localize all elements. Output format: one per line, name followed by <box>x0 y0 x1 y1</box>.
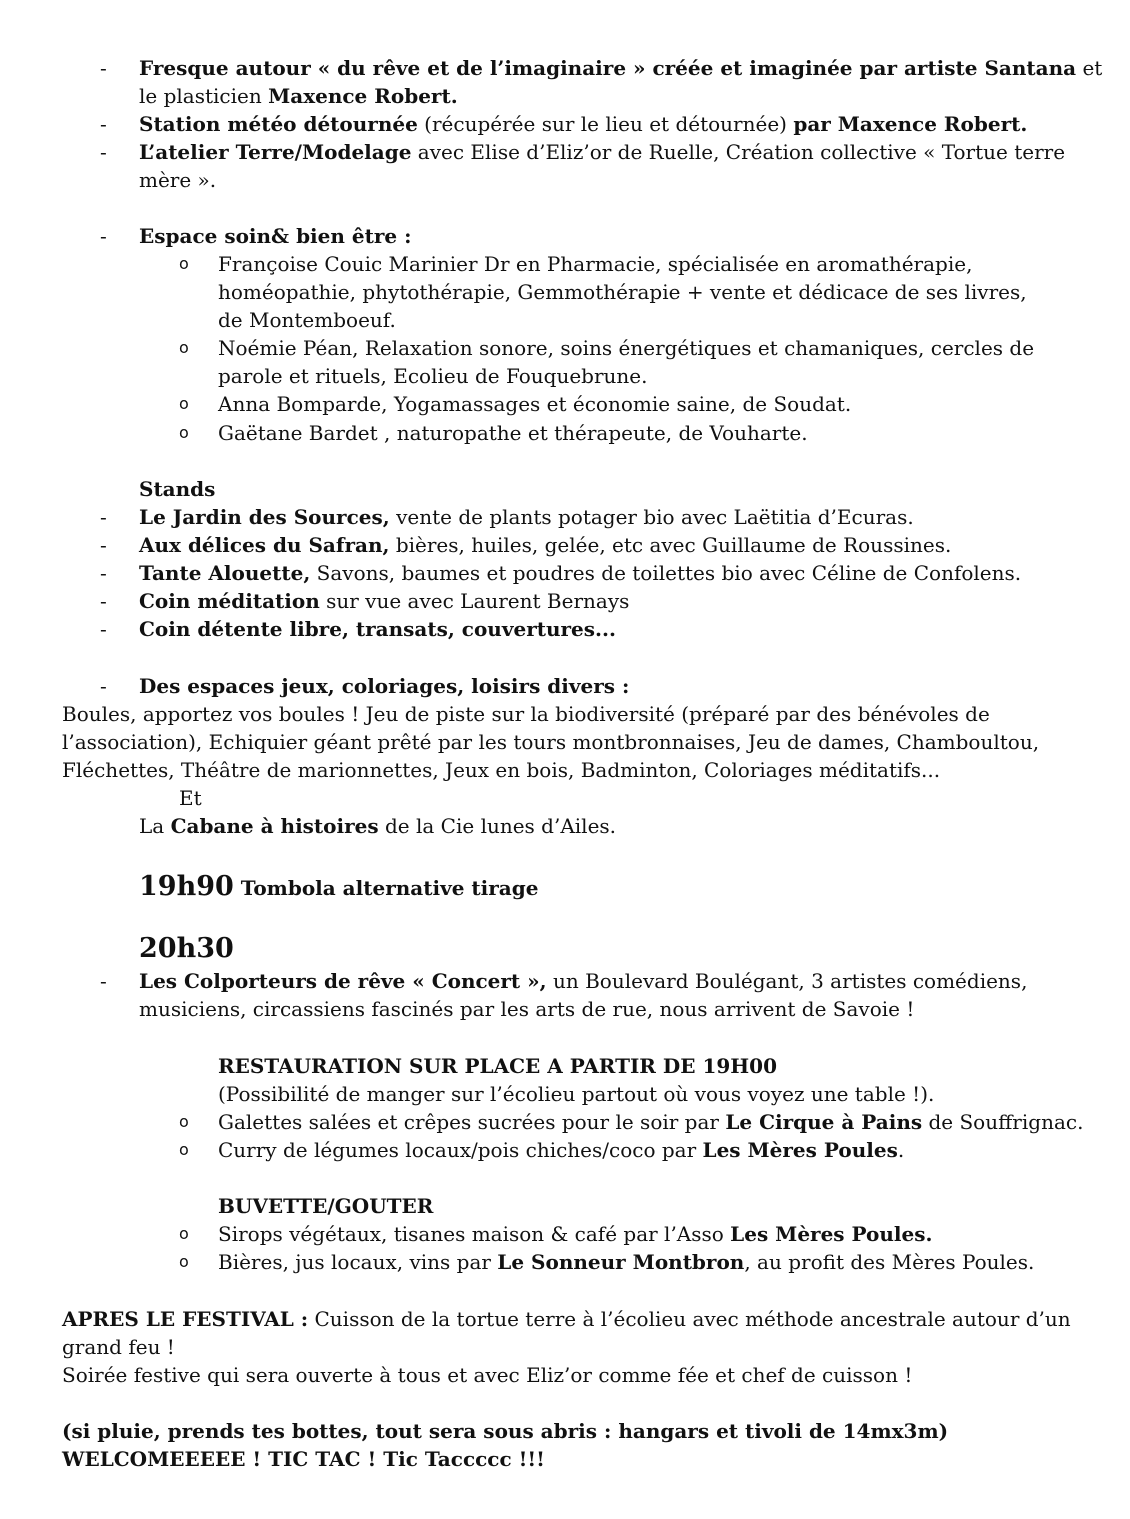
stand-desc: sur vue avec Laurent Bernays <box>319 589 630 613</box>
terre-text-2: mère ». <box>139 168 217 192</box>
wellness-heading-text: Espace soin& bien être : <box>139 224 412 248</box>
stand-name: Aux délices du Safran, <box>139 533 390 557</box>
fresque-line-2 <box>139 82 458 110</box>
item-text: Curry de légumes locaux/pois chiches/coco par <box>218 1138 703 1162</box>
item-vendor: Les Mères Poules <box>702 1138 898 1162</box>
cabane-title: Cabane à histoires <box>170 814 379 838</box>
dash-bullet: - <box>100 969 107 993</box>
apres-line-2: grand feu ! <box>62 1335 175 1359</box>
cabane-line <box>139 812 616 840</box>
dash-bullet: - <box>100 561 107 585</box>
circle-bullet: o <box>179 1224 189 1243</box>
apres-line-3: Soirée festive qui sera ouverte à tous et avec Eliz’or comme fée et chef de cuisson ! <box>62 1363 913 1387</box>
terre-text: avec Elise d’Eliz’or de Ruelle, Création collective « Tortue terre <box>411 140 1066 164</box>
meteo-text: (récupérée sur le lieu et détournée) <box>417 112 794 136</box>
stand-name: Coin détente libre, transats, couvertures... <box>139 617 616 641</box>
stand-item-1 <box>139 503 914 531</box>
terre-line-1 <box>139 138 1065 166</box>
tombola-text: Tombola alternative tirage <box>233 876 539 900</box>
stand-item-2 <box>139 531 951 559</box>
apres-text: Cuisson de la tortue terre à l’écolieu avec méthode ancestrale autour d’un <box>308 1307 1071 1331</box>
apres-title: APRES LE FESTIVAL : <box>62 1307 309 1331</box>
restauration-heading-text: RESTAURATION SUR PLACE A PARTIR DE 19H00 <box>218 1054 778 1078</box>
concert-time-line <box>139 932 234 967</box>
wellness-item-2-line-1: Noémie Péan, Relaxation sonore, soins énergétiques et chamaniques, cercles de <box>218 336 1035 360</box>
games-line-1: Boules, apportez vos boules ! Jeu de piste sur la biodiversité (préparé par des bénévoles de <box>62 702 990 726</box>
closing-welcome: WELCOMEEEEE ! TIC TAC ! Tic Taccccc !!! <box>62 1447 545 1471</box>
games-line-2: l’association), Echiquier géant prêté par les tours montbronnaises, Jeu de dames, Chamboultou, <box>62 730 1040 754</box>
wellness-item-3: Anna Bomparde, Yogamassages et économie saine, de Soudat. <box>218 392 852 416</box>
games-heading <box>139 672 629 700</box>
concert-time: 20h30 <box>139 933 234 964</box>
dash-bullet: - <box>100 505 107 529</box>
games-heading-text: Des espaces jeux, coloriages, loisirs divers : <box>139 674 630 698</box>
cabane-suffix: de la Cie lunes d’Ailes. <box>378 814 617 838</box>
closing-line-2 <box>62 1445 545 1473</box>
apres-line-1 <box>62 1305 1071 1333</box>
stand-name: Le Jardin des Sources, <box>139 505 390 529</box>
games-line-3: Fléchettes, Théâtre de marionnettes, Jeux en bois, Badminton, Coloriages méditatifs... <box>62 758 941 782</box>
wellness-item-1-line-3: de Montemboeuf. <box>218 308 396 332</box>
buvette-item-2 <box>218 1248 1034 1276</box>
fresque-line-1 <box>139 54 1102 82</box>
stand-name: Tante Alouette, <box>139 561 311 585</box>
restauration-item-1 <box>218 1108 1083 1136</box>
stand-item-5 <box>139 615 616 643</box>
dash-bullet: - <box>100 674 107 698</box>
meteo-title: Station météo détournée <box>139 112 418 136</box>
fresque-artist: Maxence Robert. <box>268 84 458 108</box>
dash-bullet: - <box>100 224 107 248</box>
restauration-note: (Possibilité de manger sur l’écolieu partout où vous voyez une table !). <box>218 1082 935 1106</box>
dash-bullet: - <box>100 140 107 164</box>
circle-bullet: o <box>179 1140 189 1159</box>
stand-name: Coin méditation <box>139 589 320 613</box>
wellness-item-1-line-2: homéopathie, phytothérapie, Gemmothérapie + vente et dédicace de ses livres, <box>218 280 1027 304</box>
stands-heading-text: Stands <box>139 477 216 501</box>
tombola-time: 19h90 <box>139 871 234 902</box>
dash-bullet: - <box>100 617 107 641</box>
item-text: Sirops végétaux, tisanes maison & café par l’Asso <box>218 1222 731 1246</box>
concert-line-2: musiciens, circassiens fascinés par les arts de rue, nous arrivent de Savoie ! <box>139 997 915 1021</box>
restauration-heading <box>218 1052 777 1080</box>
circle-bullet: o <box>179 394 189 413</box>
item-text: , au profit des Mères Poules. <box>744 1250 1035 1274</box>
fresque-text-2: le plasticien <box>139 84 269 108</box>
item-text: de Souffrignac. <box>922 1110 1084 1134</box>
item-vendor: Les Mères Poules. <box>730 1222 933 1246</box>
circle-bullet: o <box>179 423 189 442</box>
stand-desc: bières, huiles, gelée, etc avec Guillaume de Roussines. <box>389 533 952 557</box>
circle-bullet: o <box>179 1252 189 1271</box>
item-text: . <box>897 1138 905 1162</box>
circle-bullet: o <box>179 1112 189 1131</box>
fresque-title: Fresque autour « du rêve et de l’imaginaire » créée et imaginée par artiste Santana <box>139 56 1077 80</box>
meteo-line <box>139 110 1027 138</box>
dash-bullet: - <box>100 112 107 136</box>
item-vendor: Le Sonneur Montbron <box>497 1250 745 1274</box>
stand-item-4 <box>139 587 629 615</box>
buvette-heading-text: BUVETTE/GOUTER <box>218 1194 434 1218</box>
tombola-line <box>139 870 538 905</box>
wellness-item-4: Gaëtane Bardet , naturopathe et thérapeute, de Vouharte. <box>218 421 808 445</box>
wellness-heading <box>139 222 411 250</box>
cabane-prefix: La <box>139 814 171 838</box>
games-et: Et <box>179 786 202 810</box>
concert-title: Les Colporteurs de rêve « Concert », <box>139 969 547 993</box>
closing-rain-note: (si pluie, prends tes bottes, tout sera sous abris : hangars et tivoli de 14mx3m) <box>62 1419 949 1443</box>
item-text: Galettes salées et crêpes sucrées pour le soir par <box>218 1110 726 1134</box>
dash-bullet: - <box>100 589 107 613</box>
item-vendor: Le Cirque à Pains <box>725 1110 923 1134</box>
concert-line-1 <box>139 967 1027 995</box>
dash-bullet: - <box>100 533 107 557</box>
concert-text: un Boulevard Boulégant, 3 artistes comédiens, <box>546 969 1028 993</box>
buvette-heading <box>218 1192 433 1220</box>
circle-bullet: o <box>179 338 189 357</box>
meteo-artist: par Maxence Robert. <box>793 112 1028 136</box>
stand-desc: Savons, baumes et poudres de toilettes bio avec Céline de Confolens. <box>310 561 1022 585</box>
dash-bullet: - <box>100 56 107 80</box>
wellness-item-1-line-1: Françoise Couic Marinier Dr en Pharmacie, spécialisée en aromathérapie, <box>218 252 973 276</box>
restauration-item-2 <box>218 1136 904 1164</box>
buvette-item-1 <box>218 1220 932 1248</box>
fresque-text: et <box>1076 56 1103 80</box>
stands-heading <box>139 475 215 503</box>
item-text: Bières, jus locaux, vins par <box>218 1250 498 1274</box>
terre-line-2 <box>139 166 216 194</box>
stand-item-3 <box>139 559 1021 587</box>
closing-line-1 <box>62 1417 948 1445</box>
circle-bullet: o <box>179 254 189 273</box>
terre-title: L’atelier Terre/Modelage <box>139 140 412 164</box>
stand-desc: vente de plants potager bio avec Laëtitia d’Ecuras. <box>389 505 914 529</box>
wellness-item-2-line-2: parole et rituels, Ecolieu de Fouquebrune. <box>218 364 648 388</box>
